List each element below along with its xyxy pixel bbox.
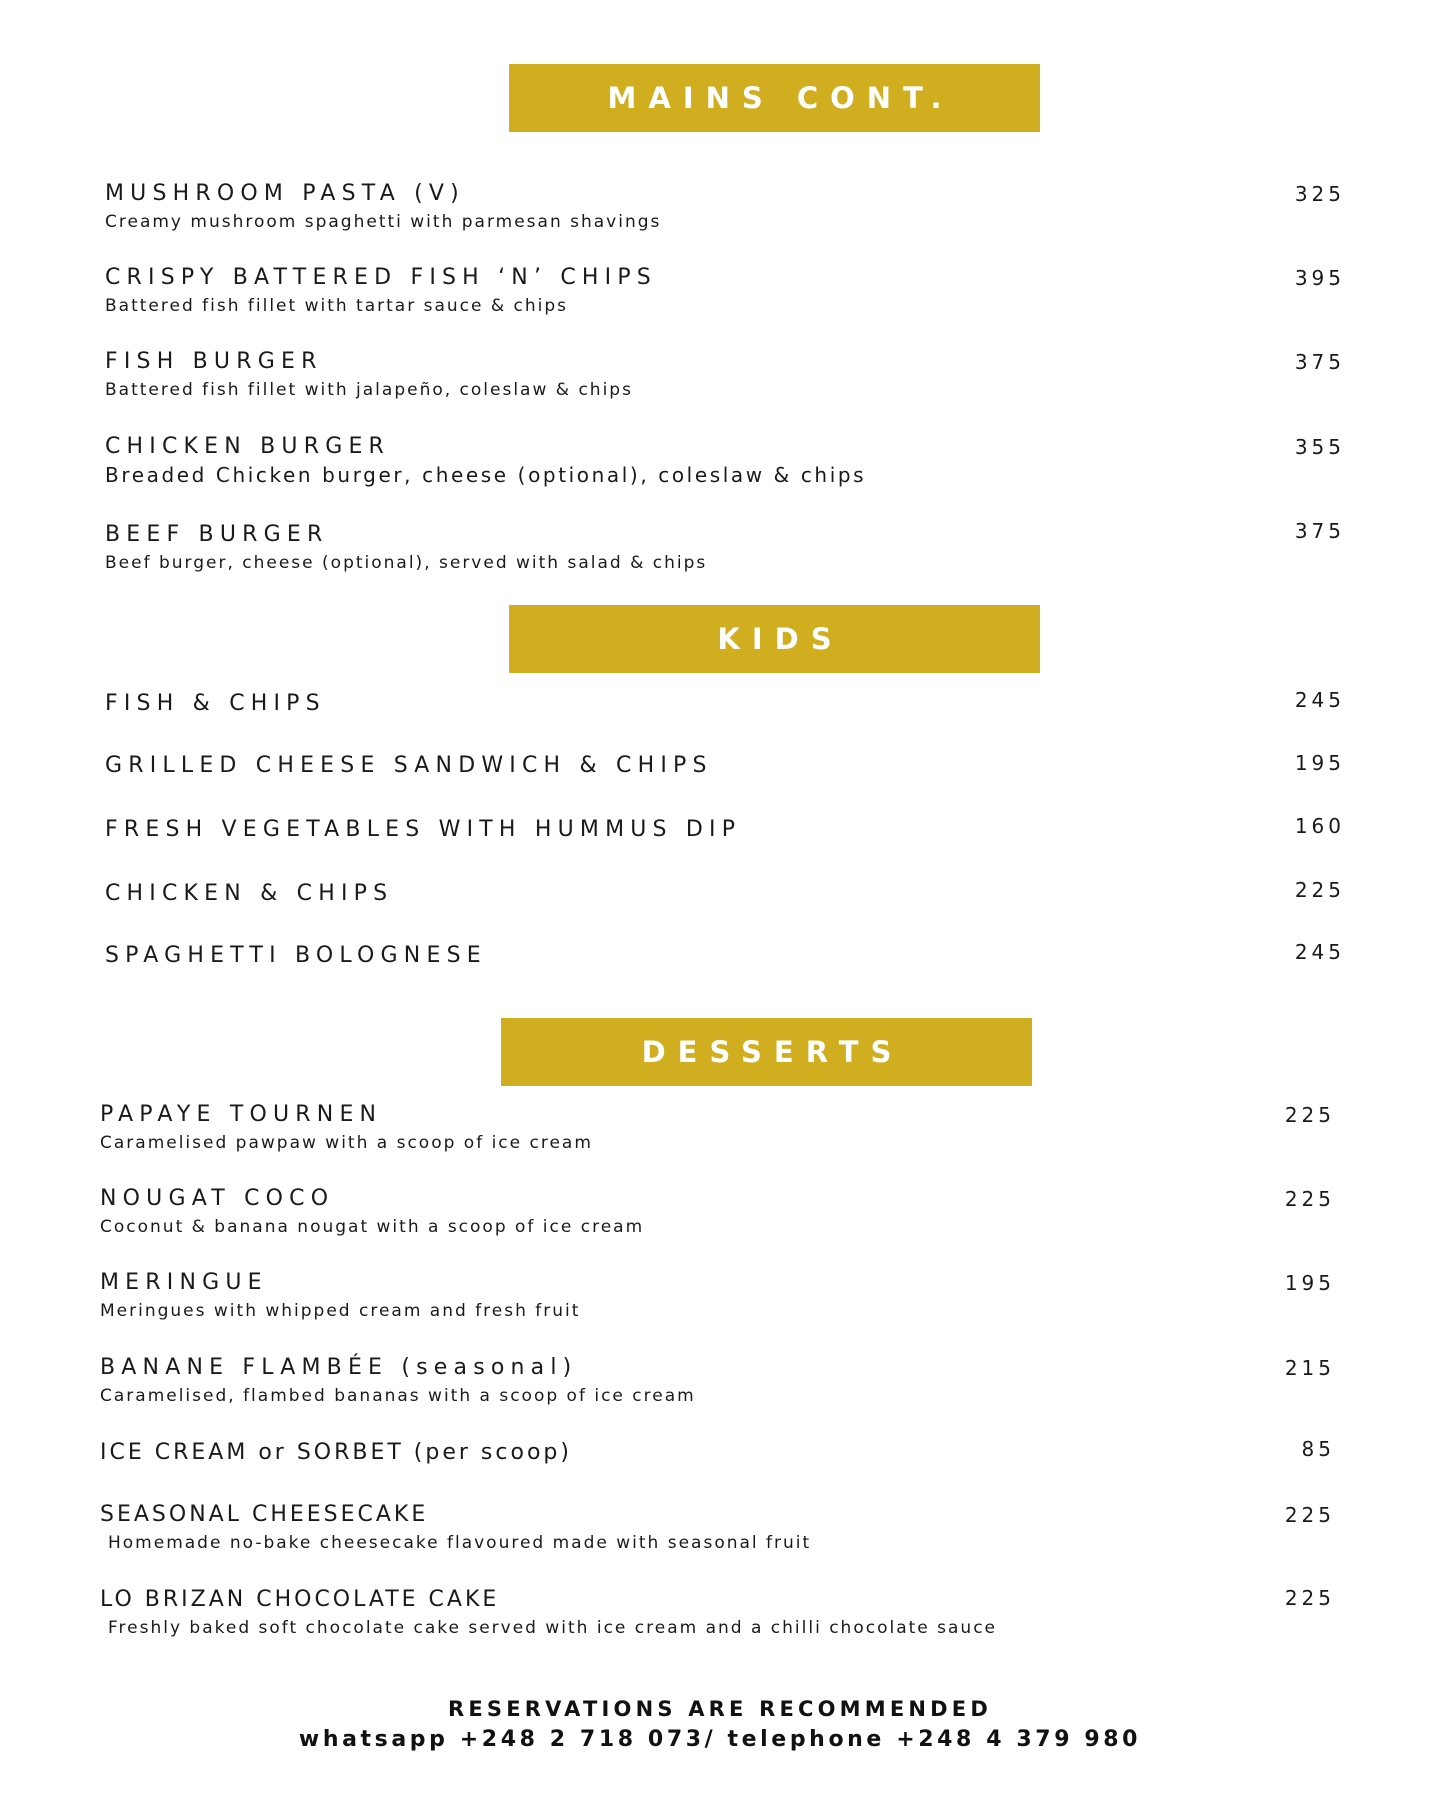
item-description: Battered fish fillet with tartar sauce & chips [105,296,568,316]
menu-item-kids-fish-chips [105,688,1345,717]
item-price: 225 [1294,878,1345,902]
menu-item-meringue [100,1270,1340,1321]
item-price: 245 [1294,940,1345,964]
item-description: Battered fish fillet with jalapeño, coleslaw & chips [105,380,633,400]
item-description: Meringues with whipped cream and fresh fruit [100,1301,581,1321]
item-price: 215 [1284,1356,1335,1380]
item-name: FISH BURGER [105,349,323,374]
menu-item-crispy-battered-fish [105,265,1345,316]
item-description: Freshly baked soft chocolate cake served with ice cream and a chilli chocolate sauce [108,1618,997,1638]
item-description: Beef burger, cheese (optional), served with salad & chips [105,553,708,573]
section-banner-kids [509,605,1040,673]
item-name: FISH & CHIPS [105,691,326,716]
item-price: 375 [1294,519,1345,543]
menu-item-ice-cream-sorbet [100,1437,1340,1466]
menu-item-lo-brizan-chocolate-cake [100,1587,1340,1638]
menu-item-kids-chicken-chips [105,878,1345,907]
item-price: 245 [1294,688,1345,712]
menu-item-beef-burger [105,519,1345,573]
item-description: Caramelised pawpaw with a scoop of ice cream [100,1133,593,1153]
item-price: 195 [1284,1271,1335,1295]
item-price: 225 [1284,1503,1335,1527]
section-banner-desserts [501,1018,1032,1086]
item-description: Coconut & banana nougat with a scoop of ice cream [100,1217,645,1237]
item-name: CHICKEN BURGER [105,434,391,459]
item-description: Breaded Chicken burger, cheese (optional), coleslaw & chips [105,463,867,487]
menu-item-chicken-burger [105,434,1345,485]
item-name: MERINGUE [100,1270,268,1295]
section-title-mains: MAINS CONT. [607,81,954,115]
item-name: MUSHROOM PASTA (V) [105,181,465,206]
item-name: SEASONAL CHEESECAKE [100,1502,429,1527]
item-name: NOUGAT COCO [100,1186,335,1211]
item-price: 375 [1294,350,1345,374]
item-price: 225 [1284,1187,1335,1211]
menu-item-kids-spaghetti-bolognese [105,940,1345,969]
item-price: 395 [1294,266,1345,290]
menu-item-mushroom-pasta [105,181,1345,232]
menu-item-fish-burger [105,349,1345,400]
item-description: Creamy mushroom spaghetti with parmesan shavings [105,212,662,232]
item-name: BEEF BURGER [105,522,329,547]
section-title-desserts: DESSERTS [641,1035,904,1069]
menu-item-nougat-coco [100,1186,1340,1237]
item-price: 160 [1294,814,1345,838]
item-price: 195 [1294,751,1345,775]
item-name: CHICKEN & CHIPS [105,881,394,906]
item-description: Caramelised, flambed bananas with a scoop of ice cream [100,1386,696,1406]
menu-item-kids-grilled-cheese [105,753,1345,779]
item-name: FRESH VEGETABLES WITH HUMMUS DIP [105,817,742,842]
item-price: 325 [1294,182,1345,206]
menu-item-seasonal-cheesecake [100,1502,1340,1553]
item-price: 225 [1284,1103,1335,1127]
section-banner-mains [509,64,1040,132]
menu-item-papaye-tournen [100,1102,1340,1153]
menu-item-banane-flambee [100,1355,1340,1406]
item-name: BANANE FLAMBÉE (seasonal) [100,1355,578,1380]
item-name: ICE CREAM or SORBET (per scoop) [100,1440,572,1465]
menu-item-kids-fresh-vegetables [105,814,1345,843]
item-name: PAPAYE TOURNEN [100,1102,383,1127]
item-price: 355 [1294,435,1345,459]
item-name: GRILLED CHEESE SANDWICH & CHIPS [105,753,713,778]
item-price: 225 [1284,1586,1335,1610]
section-title-kids: KIDS [717,622,844,656]
reservations-notice: RESERVATIONS ARE RECOMMENDED [448,1697,992,1721]
item-name: LO BRIZAN CHOCOLATE CAKE [100,1587,500,1612]
contact-info: whatsapp +248 2 718 073/ telephone +248 4 379 980 [298,1727,1142,1752]
item-name: SPAGHETTI BOLOGNESE [105,943,487,968]
item-description: Homemade no-bake cheesecake flavoured made with seasonal fruit [108,1533,812,1553]
item-name: CRISPY BATTERED FISH ‘N’ CHIPS [105,265,657,290]
item-price: 85 [1301,1437,1335,1461]
